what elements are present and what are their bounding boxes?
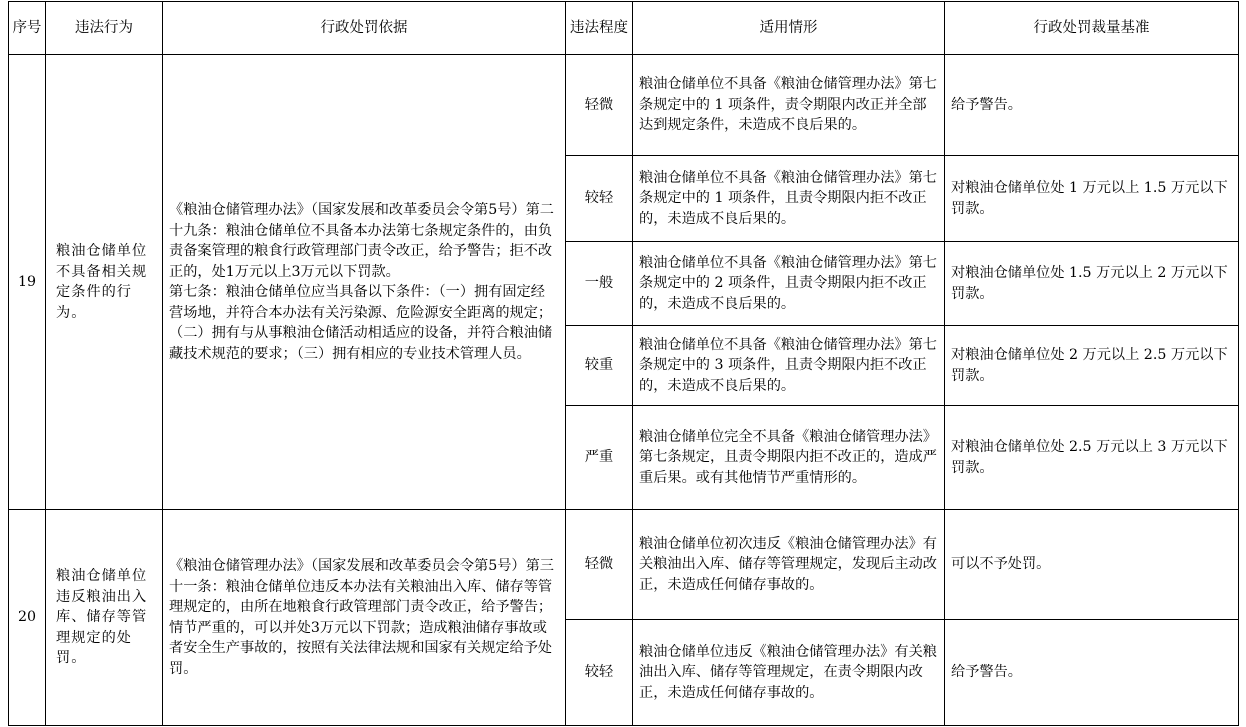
situation-cell: 粮油仓储单位不具备《粮油仓储管理办法》第七条规定中的 1 项条件，责令期限内改正并全部达到规定条件，未造成不良后果的。 (633, 55, 945, 156)
table-header-row (9, 2, 1239, 55)
header-discretion-standard: 行政处罚裁量基准 (945, 2, 1239, 55)
standard-cell: 给予警告。 (945, 55, 1239, 156)
penalty-table-page (8, 1, 1238, 726)
degree-cell: 较轻 (566, 620, 633, 726)
violation-text: 粮油仓储单位违反粮油出入库、储存等管理规定的处罚。 (46, 510, 163, 726)
header-degree: 违法程度 (566, 2, 633, 55)
degree-cell: 轻微 (566, 55, 633, 156)
situation-cell: 粮油仓储单位不具备《粮油仓储管理办法》第七条规定中的 1 项条件，且责令期限内拒不改正的，未造成不良后果的。 (633, 156, 945, 242)
standard-cell: 对粮油仓储单位处 1 万元以上 1.5 万元以下罚款。 (945, 156, 1239, 242)
penalty-discretion-table (8, 1, 1239, 726)
row-number: 19 (9, 55, 46, 510)
standard-cell: 对粮油仓储单位处 2 万元以上 2.5 万元以下罚款。 (945, 326, 1239, 406)
standard-cell: 对粮油仓储单位处 1.5 万元以上 2 万元以下罚款。 (945, 242, 1239, 326)
degree-cell: 严重 (566, 406, 633, 510)
standard-cell: 对粮油仓储单位处 2.5 万元以上 3 万元以下罚款。 (945, 406, 1239, 510)
degree-cell: 一般 (566, 242, 633, 326)
header-violation: 违法行为 (46, 2, 163, 55)
legal-basis-paragraph: 《粮油仓储管理办法》（国家发展和改革委员会令第5号）第三十一条：粮油仓储单位违反本办法有关粮油出入库、储存等管理规定的，由所在地粮食行政管理部门责令改正，给予警告；情节严重的，可以并处3万元以下罚款；造成粮油储存事故或者安全生产事故的，按照有关法律法规和国家有关规定给予处罚。 (169, 558, 554, 677)
table-row (9, 510, 1239, 620)
legal-basis-paragraph: 第七条：粮油仓储单位应当具备以下条件：（一）拥有固定经营场地，并符合本办法有关污染源、危险源安全距离的规定；（二）拥有与从事粮油仓储活动相适应的设备，并符合粮油储藏技术规范的要求；（三）拥有相应的专业技术管理人员。 (169, 284, 553, 362)
table-row (9, 55, 1239, 156)
degree-cell: 较轻 (566, 156, 633, 242)
legal-basis-paragraph: 《粮油仓储管理办法》（国家发展和改革委员会令第5号）第二十九条：粮油仓储单位不具备本办法第七条规定条件的，由负责备案管理的粮食行政管理部门责令改正，给予警告；拒不改正的，处1万元以上3万元以下罚款。 (169, 202, 554, 280)
situation-cell: 粮油仓储单位违反《粮油仓储管理办法》有关粮油出入库、储存等管理规定，在责令期限内改正，未造成任何储存事故的。 (633, 620, 945, 726)
header-legal-basis: 行政处罚依据 (163, 2, 566, 55)
header-num: 序号 (9, 2, 46, 55)
header-applicable-situation: 适用情形 (633, 2, 945, 55)
standard-cell: 给予警告。 (945, 620, 1239, 726)
legal-basis-cell (163, 510, 566, 726)
row-number: 20 (9, 510, 46, 726)
situation-cell: 粮油仓储单位不具备《粮油仓储管理办法》第七条规定中的 2 项条件，且责令期限内拒不改正的，未造成不良后果的。 (633, 242, 945, 326)
degree-cell: 轻微 (566, 510, 633, 620)
legal-basis-cell (163, 55, 566, 510)
standard-cell: 可以不予处罚。 (945, 510, 1239, 620)
situation-cell: 粮油仓储单位初次违反《粮油仓储管理办法》有关粮油出入库、储存等管理规定，发现后主动改正，未造成任何储存事故的。 (633, 510, 945, 620)
situation-cell: 粮油仓储单位完全不具备《粮油仓储管理办法》第七条规定，且责令期限内拒不改正的，造成严重后果。或有其他情节严重情形的。 (633, 406, 945, 510)
situation-cell: 粮油仓储单位不具备《粮油仓储管理办法》第七条规定中的 3 项条件，且责令期限内拒不改正的，未造成不良后果的。 (633, 326, 945, 406)
violation-text: 粮油仓储单位不具备相关规定条件的行为。 (46, 55, 163, 510)
degree-cell: 较重 (566, 326, 633, 406)
